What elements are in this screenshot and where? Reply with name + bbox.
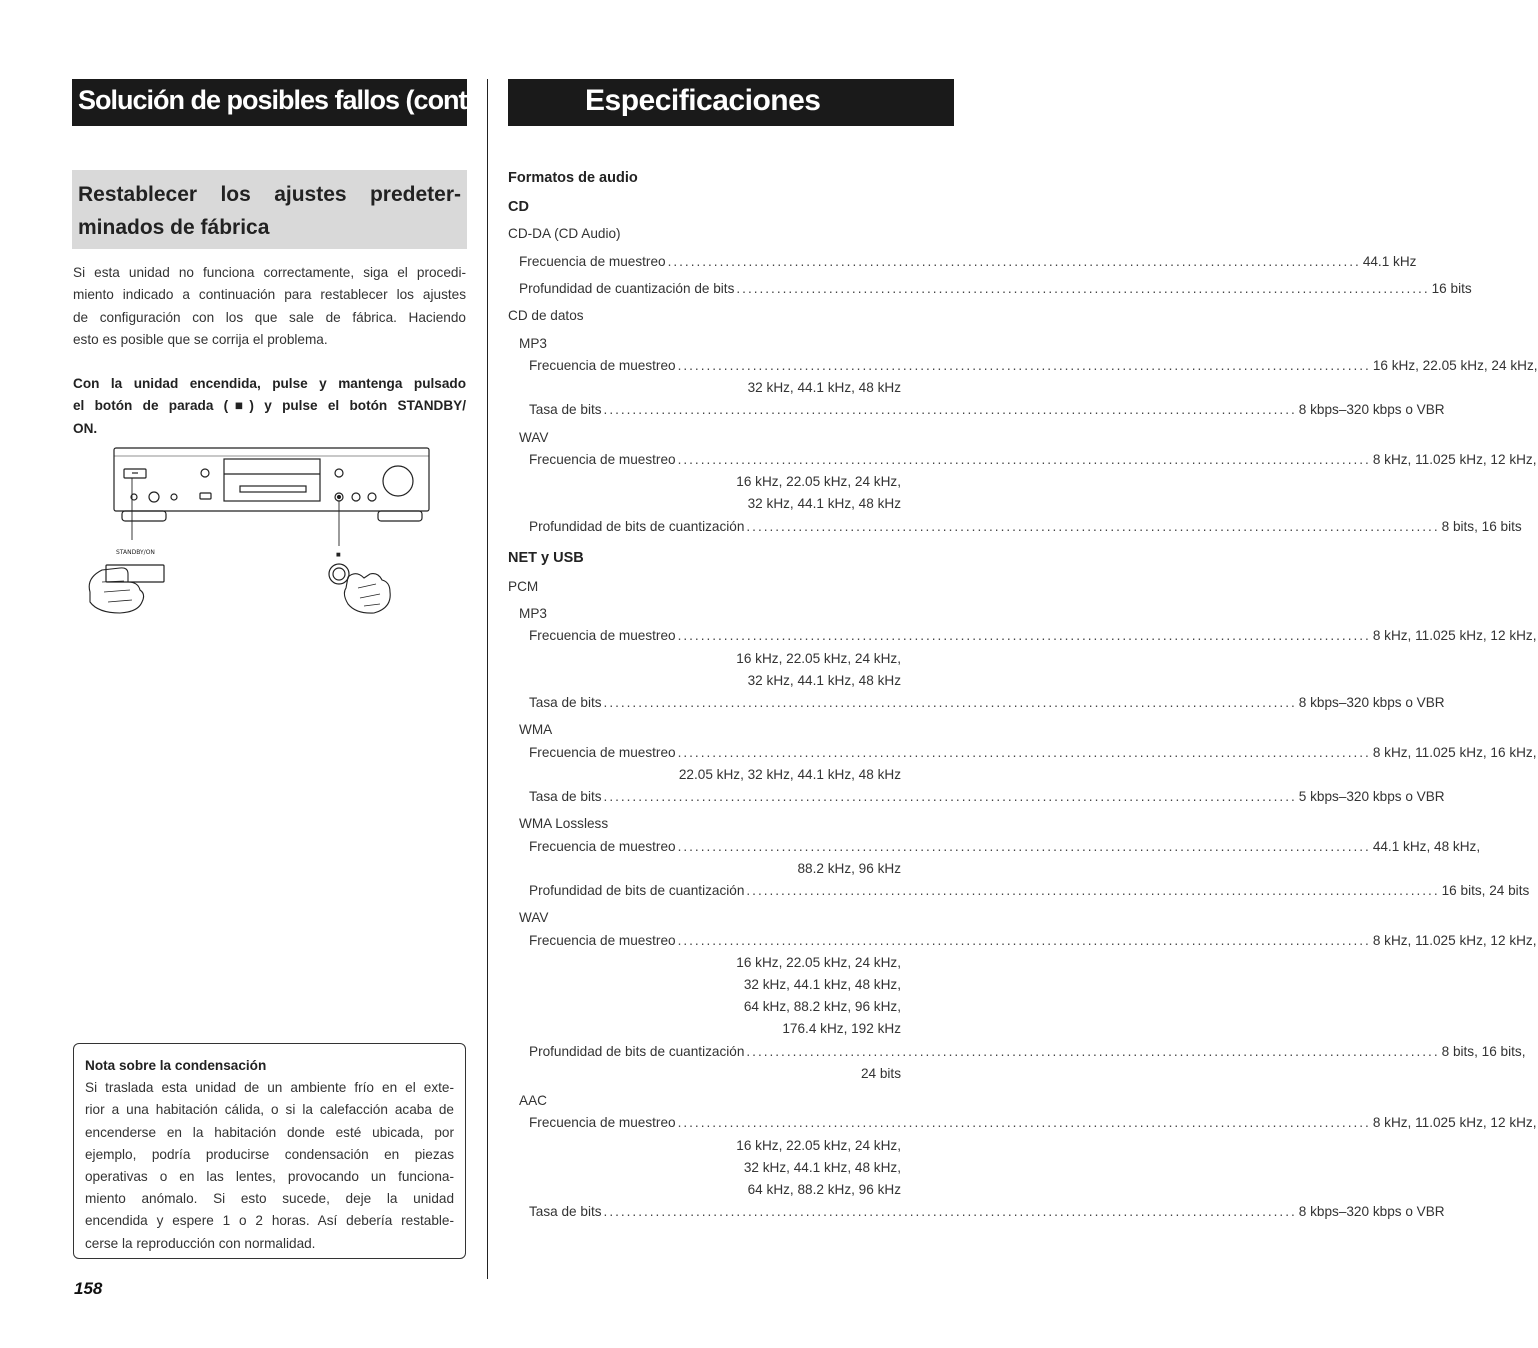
left-page-title xyxy=(72,79,482,126)
format-label: WMA Lossless xyxy=(519,816,609,831)
intro-line: esto es posible que se corrija el problema. xyxy=(73,331,328,347)
note-line: rior a una habitación cálida, o si la calefacción acaba de xyxy=(85,1102,454,1118)
spec-value: 16 bits xyxy=(1431,281,1472,296)
spec-continuation: 16 kHz, 22.05 kHz, 24 kHz, xyxy=(736,1138,901,1153)
spec-continuation: 32 kHz, 44.1 kHz, 48 kHz, xyxy=(743,977,901,992)
hand-right xyxy=(344,574,390,613)
spec-row xyxy=(529,628,1537,643)
dot-leader: ........................................................................................................................ xyxy=(603,789,1297,804)
spec-label: Frecuencia de muestreo xyxy=(529,933,676,948)
spec-label: Frecuencia de muestreo xyxy=(529,745,676,760)
intro-paragraph xyxy=(73,262,466,351)
audio-formats-heading: Formatos de audio xyxy=(508,170,638,186)
spec-label: Profundidad de bits de cuantización xyxy=(529,519,745,534)
dot-leader: ........................................................................................................................ xyxy=(677,1115,1371,1130)
spec-label: Frecuencia de muestreo xyxy=(529,358,676,373)
spec-continuation: 24 bits xyxy=(860,1066,901,1081)
instruction-line: el botón de parada (■) y pulse el botón STANDBY/ xyxy=(73,398,466,414)
spec-label: Frecuencia de muestreo xyxy=(529,1115,676,1130)
section-heading xyxy=(72,170,467,249)
spec-continuation: 32 kHz, 44.1 kHz, 48 kHz xyxy=(747,380,901,395)
format-label: AAC xyxy=(519,1093,547,1108)
spec-continuation: 22.05 kHz, 32 kHz, 44.1 kHz, 48 kHz xyxy=(678,767,901,782)
spec-value: 8 kbps–320 kbps o VBR xyxy=(1298,695,1445,710)
dot-leader: ........................................................................................................................ xyxy=(677,839,1371,854)
section-heading-line-2: minados de fábrica xyxy=(78,216,270,239)
standby-label: STANDBY/ON xyxy=(116,549,155,556)
spec-continuation: 16 kHz, 22.05 kHz, 24 kHz, xyxy=(736,955,901,970)
page-number: 158 xyxy=(74,1279,103,1298)
spec-continuation: 88.2 kHz, 96 kHz xyxy=(797,861,901,876)
spec-row xyxy=(529,883,1530,898)
cdda-label: CD-DA (CD Audio) xyxy=(508,226,621,241)
pcm-label: PCM xyxy=(508,579,539,594)
right-page-title-text: Especificaciones xyxy=(585,84,821,117)
intro-line: miento indicado a continuación para restablecer los ajustes xyxy=(73,287,466,303)
spec-value: 8 kHz, 11.025 kHz, 12 kHz, xyxy=(1372,628,1537,643)
format-label: MP3 xyxy=(519,336,547,351)
spec-row xyxy=(529,1044,1526,1059)
spec-row xyxy=(529,839,1481,854)
spec-label: Profundidad de bits de cuantización xyxy=(529,883,745,898)
dot-leader: ........................................................................................................................ xyxy=(603,402,1297,417)
spec-label: Tasa de bits xyxy=(529,789,602,804)
stop-label: ■ xyxy=(336,552,341,558)
dot-leader: ........................................................................................................................ xyxy=(677,628,1371,643)
spec-continuation: 32 kHz, 44.1 kHz, 48 kHz, xyxy=(743,1160,901,1175)
spec-label: Profundidad de cuantización de bits xyxy=(519,281,735,296)
format-label: WAV xyxy=(519,430,549,445)
spec-row xyxy=(529,402,1445,417)
spec-value: 8 kHz, 11.025 kHz, 16 kHz, xyxy=(1372,745,1537,760)
spec-row xyxy=(529,933,1537,948)
spec-label: Frecuencia de muestreo xyxy=(519,254,666,269)
spec-continuation: 32 kHz, 44.1 kHz, 48 kHz xyxy=(747,496,901,511)
column-divider xyxy=(487,79,488,1279)
spec-value: 8 bits, 16 bits xyxy=(1441,519,1522,534)
cd-data-label: CD de datos xyxy=(508,308,584,323)
spec-row xyxy=(519,281,1472,296)
spec-label: Frecuencia de muestreo xyxy=(529,452,676,467)
format-label: WMA xyxy=(519,722,553,737)
headphone-jack xyxy=(149,492,159,502)
spec-continuation: 64 kHz, 88.2 kHz, 96 kHz xyxy=(747,1182,901,1197)
note-line: miento anómalo. Si esto sucede, deje la unidad xyxy=(85,1191,454,1207)
instruction-paragraph xyxy=(73,373,466,440)
spec-row xyxy=(529,358,1538,373)
spec-label: Profundidad de bits de cuantización xyxy=(529,1044,745,1059)
left-page-title-text: Solución de posibles fallos (cont.) xyxy=(78,85,482,115)
spec-row xyxy=(529,1115,1537,1130)
spec-value: 8 kbps–320 kbps o VBR xyxy=(1298,402,1445,417)
spec-value: 8 kbps–320 kbps o VBR xyxy=(1298,1204,1445,1219)
spec-label: Tasa de bits xyxy=(529,695,602,710)
spec-continuation: 64 kHz, 88.2 kHz, 96 kHz, xyxy=(743,999,901,1014)
intro-line: de configuración con los que sale de fábrica. Haciendo xyxy=(73,309,466,325)
standby-button-enlarged xyxy=(106,565,164,582)
condensation-note xyxy=(73,1043,466,1259)
note-line: operativas o en las lentes, provocando un funciona- xyxy=(85,1169,454,1185)
spec-value: 16 kHz, 22.05 kHz, 24 kHz, xyxy=(1372,358,1538,373)
stop-button-enlarged xyxy=(329,564,349,584)
spec-value: 8 kHz, 11.025 kHz, 12 kHz, xyxy=(1372,452,1537,467)
note-title: Nota sobre la condensación xyxy=(85,1058,267,1073)
dot-leader: ........................................................................................................................ xyxy=(677,452,1371,467)
hand-left xyxy=(89,568,143,613)
cd-heading: CD xyxy=(508,199,529,215)
spec-row xyxy=(529,789,1445,804)
note-line: encenderse en la habitación donde esté ubicada, por xyxy=(85,1124,454,1140)
spec-label: Tasa de bits xyxy=(529,402,602,417)
note-line: ejemplo, podría producirse condensación en piezas xyxy=(85,1146,454,1162)
spec-value: 8 kHz, 11.025 kHz, 12 kHz, xyxy=(1372,933,1537,948)
spec-row xyxy=(529,745,1537,760)
section-heading-line-1: Restablecer los ajustes predeter- xyxy=(78,183,461,206)
spec-label: Frecuencia de muestreo xyxy=(529,628,676,643)
dot-leader: ........................................................................................................................ xyxy=(667,254,1361,269)
note-line: Si traslada esta unidad de un ambiente frío en el exte- xyxy=(85,1080,454,1096)
right-page-title xyxy=(508,79,954,126)
format-label: MP3 xyxy=(519,606,547,621)
display-panel xyxy=(224,459,320,501)
dot-leader: ........................................................................................................................ xyxy=(603,1204,1297,1219)
spec-label: Frecuencia de muestreo xyxy=(529,839,676,854)
usb-port xyxy=(200,493,211,499)
dot-leader: ........................................................................................................................ xyxy=(677,358,1371,373)
spec-continuation: 176.4 kHz, 192 kHz xyxy=(782,1021,901,1036)
note-line: cerse la reproducción con normalidad. xyxy=(85,1235,316,1251)
spec-value: 5 kbps–320 kbps o VBR xyxy=(1298,789,1445,804)
device-foot-left xyxy=(122,511,166,521)
instruction-line: ON. xyxy=(73,420,98,436)
device-foot-right xyxy=(378,511,422,521)
dot-leader: ........................................................................................................................ xyxy=(746,883,1440,898)
spec-value: 44.1 kHz xyxy=(1362,254,1417,269)
spec-row xyxy=(529,519,1522,534)
net-usb-heading: NET y USB xyxy=(508,550,584,566)
spec-value: 44.1 kHz, 48 kHz, xyxy=(1372,839,1481,854)
spec-row xyxy=(529,452,1537,467)
spec-row xyxy=(529,1204,1445,1219)
volume-knob xyxy=(383,466,413,496)
format-label: WAV xyxy=(519,910,549,925)
instruction-line: Con la unidad encendida, pulse y mantenga pulsado xyxy=(73,376,466,391)
spec-continuation: 16 kHz, 22.05 kHz, 24 kHz, xyxy=(736,474,901,489)
spec-value: 8 bits, 16 bits, xyxy=(1441,1044,1526,1059)
intro-line: Si esta unidad no funciona correctamente, siga el procedi- xyxy=(73,265,466,280)
dot-leader: ........................................................................................................................ xyxy=(746,1044,1440,1059)
dot-leader: ........................................................................................................................ xyxy=(677,745,1371,760)
dot-leader: ........................................................................................................................ xyxy=(746,519,1440,534)
dot-leader: ........................................................................................................................ xyxy=(736,281,1430,296)
spec-row xyxy=(519,254,1417,269)
dot-leader: ........................................................................................................................ xyxy=(677,933,1371,948)
spec-label: Tasa de bits xyxy=(529,1204,602,1219)
spec-row xyxy=(529,695,1445,710)
dot-leader: ........................................................................................................................ xyxy=(603,695,1297,710)
note-line: encendida y espere 1 o 2 horas. Así debería restable- xyxy=(85,1213,454,1229)
spec-value: 16 bits, 24 bits xyxy=(1441,883,1530,898)
spec-value: 8 kHz, 11.025 kHz, 12 kHz, xyxy=(1372,1115,1537,1130)
spec-continuation: 32 kHz, 44.1 kHz, 48 kHz xyxy=(747,673,901,688)
device-illustration xyxy=(80,442,440,617)
spec-continuation: 16 kHz, 22.05 kHz, 24 kHz, xyxy=(736,651,901,666)
